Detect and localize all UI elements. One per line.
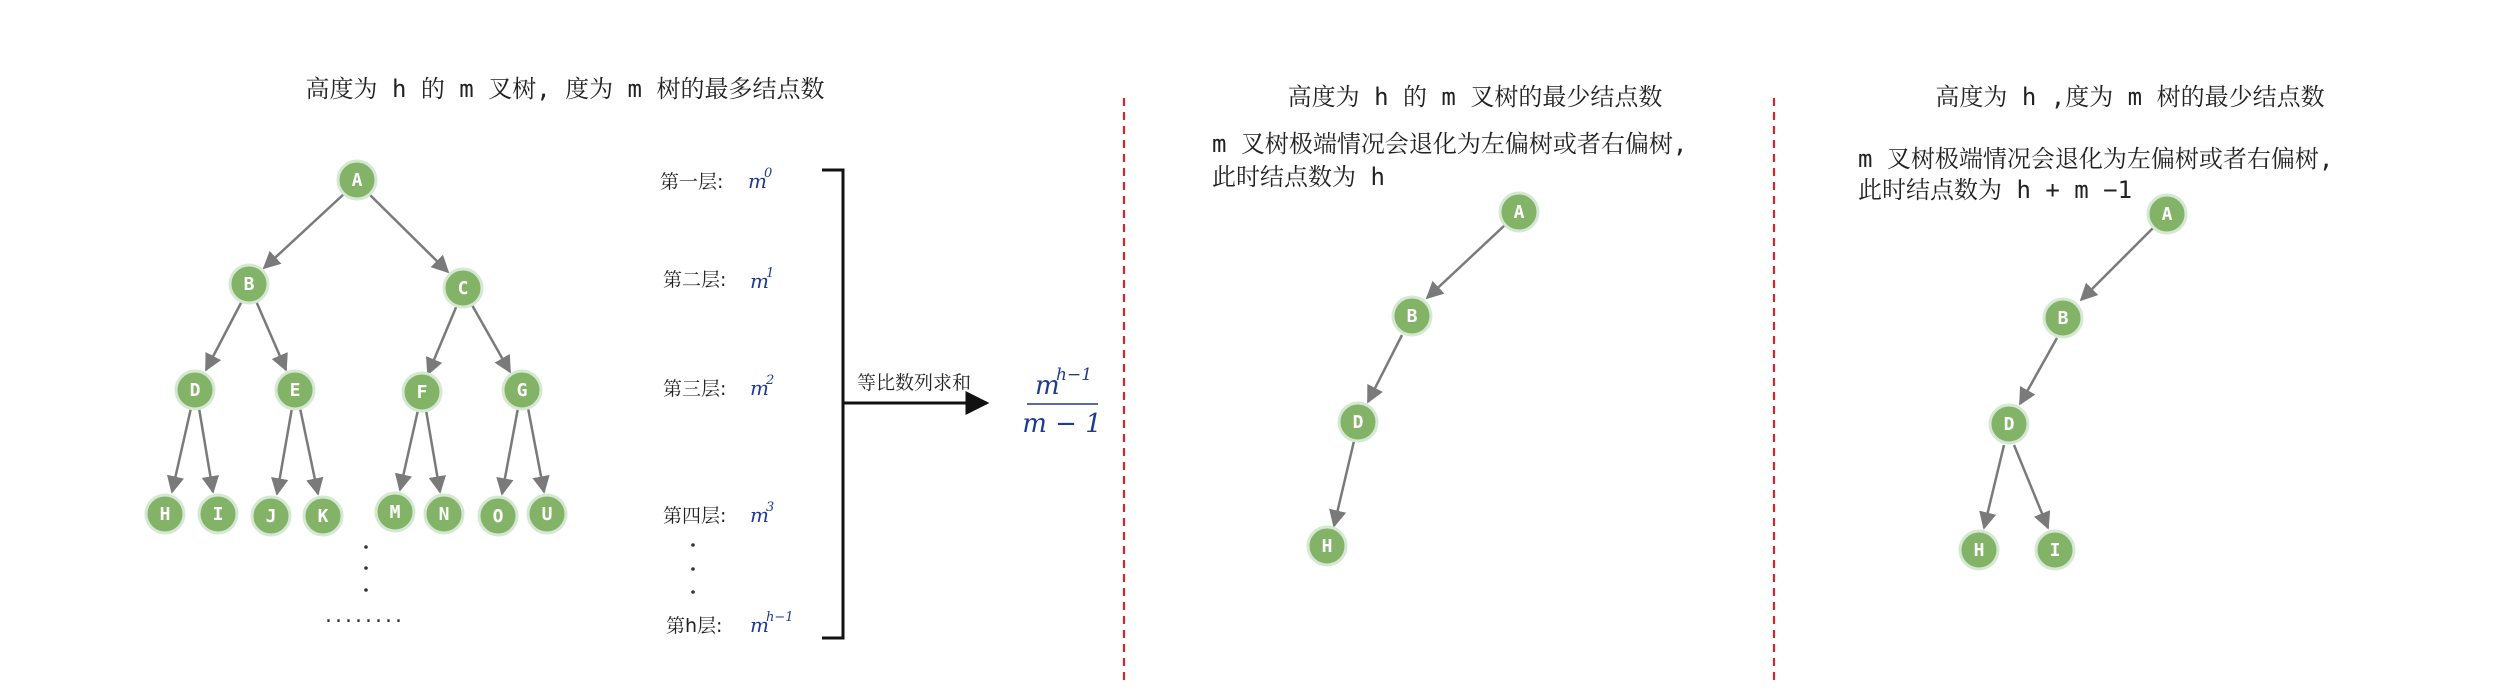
node-label: I (2049, 540, 2061, 561)
formula-denominator: m − 1 (1022, 409, 1102, 439)
node-label: A (2161, 204, 2173, 225)
edge-g-o (502, 408, 518, 494)
edge-g-u (528, 408, 544, 492)
tree-continuation-dots (364, 545, 368, 592)
node-label: B (1406, 306, 1418, 327)
tree-node (503, 371, 541, 409)
tree-node (403, 373, 441, 411)
panel3-tree (1960, 195, 2186, 569)
tree-node (444, 269, 482, 307)
tree-node (252, 497, 290, 535)
edge-a-b (1427, 225, 1505, 298)
node-label: E (289, 380, 301, 401)
panel3-title: 高度为 h ,度为 m 树的最少结点数 (1935, 83, 2325, 111)
panel1-tree (146, 161, 566, 535)
edge-a-c (368, 193, 448, 272)
node-label: C (457, 278, 469, 299)
sum-formula (1022, 365, 1102, 439)
node-label: A (351, 170, 363, 191)
tree-node (479, 497, 517, 535)
level-base: m (750, 613, 769, 637)
sum-arrow-label: 等比数列求和 (856, 372, 972, 394)
tree-node (1990, 405, 2028, 443)
edge-c-f (428, 305, 457, 374)
level-item (663, 266, 774, 293)
tree-node (2044, 299, 2082, 337)
edge-f-n (426, 410, 440, 492)
level-exponent: 2 (766, 373, 775, 388)
node-label: H (1321, 536, 1333, 557)
level-label: 第二层: (663, 269, 727, 291)
node-label: K (317, 506, 329, 527)
node-label: I (212, 504, 224, 525)
level-item (663, 500, 774, 527)
sum-bracket (822, 170, 843, 638)
level-base: m (748, 169, 767, 193)
edge-c-g (472, 305, 510, 372)
level-exponent: 0 (764, 166, 773, 181)
panel1-edges (172, 193, 544, 494)
level-list (660, 166, 794, 637)
edge-b-d (206, 301, 242, 370)
node-label: B (243, 274, 255, 295)
edge-d-h (1984, 445, 2004, 528)
node-label: F (416, 382, 428, 403)
node-label: M (389, 502, 401, 523)
tree-node (146, 495, 184, 533)
level-continuation-dots (691, 543, 695, 594)
edge-e-j (277, 408, 292, 494)
panel1-title: 高度为 h 的 m 叉树, 度为 m 树的最多结点数 (305, 75, 825, 103)
level-exponent: h−1 (766, 610, 794, 625)
level-exponent: 3 (766, 500, 775, 515)
node-label: U (541, 504, 553, 525)
edge-d-i (199, 408, 213, 492)
edge-b-d (2020, 338, 2057, 404)
tree-node (1393, 297, 1431, 335)
formula-numerator-base: m (1035, 371, 1060, 401)
level-base: m (750, 503, 769, 527)
edge-d-h (1334, 441, 1354, 526)
panel2-note-line1: m 叉树极端情况会退化为左偏树或者右偏树, (1212, 130, 1688, 158)
level-label: 第四层: (663, 505, 727, 527)
node-label: J (265, 506, 277, 527)
panel3-edges (1984, 228, 2153, 528)
edge-b-d (1368, 335, 1402, 402)
level-item (660, 166, 772, 193)
node-label: H (1973, 540, 1985, 561)
tree-node (276, 371, 314, 409)
node-label: H (159, 504, 171, 525)
tree-node (176, 371, 214, 409)
tree-ellipsis: ........ (325, 603, 405, 628)
tree-node (2036, 531, 2074, 569)
edge-d-i (2014, 445, 2048, 528)
edge-b-e (256, 301, 286, 370)
level-base: m (750, 376, 769, 400)
node-label: D (1352, 412, 1364, 433)
node-label: A (1513, 202, 1525, 223)
edge-a-b (2081, 228, 2153, 300)
tree-node (338, 161, 376, 199)
panel2-tree (1308, 193, 1538, 565)
edge-a-b (264, 193, 345, 268)
level-label: 第三层: (663, 378, 727, 400)
panel3-note-line1: m 叉树极端情况会退化为左偏树或者右偏树, (1858, 145, 2334, 173)
edge-e-k (300, 408, 318, 494)
tree-node (528, 495, 566, 533)
panel2-edges (1334, 225, 1505, 526)
node-label: D (189, 380, 201, 401)
panel3-note-line2: 此时结点数为 h + m −1 (1858, 176, 2133, 204)
level-label: 第h层: (666, 615, 723, 637)
node-label: D (2003, 414, 2015, 435)
level-exponent: 1 (766, 266, 775, 281)
formula-numerator-exponent: h−1 (1056, 365, 1093, 385)
tree-node (304, 497, 342, 535)
level-item (666, 610, 794, 637)
node-label: N (438, 504, 450, 525)
node-label: G (516, 380, 528, 401)
tree-node (230, 265, 268, 303)
level-label: 第一层: (660, 171, 724, 193)
level-base: m (750, 269, 769, 293)
tree-node (199, 495, 237, 533)
tree-node (1308, 527, 1346, 565)
tree-node (425, 495, 463, 533)
tree-node (1500, 193, 1538, 231)
tree-node (1339, 403, 1377, 441)
panel2-title: 高度为 h 的 m 叉树的最少结点数 (1287, 83, 1663, 111)
panel2-note-line2: 此时结点数为 h (1212, 163, 1385, 191)
tree-node (1960, 531, 1998, 569)
edge-f-m (400, 410, 418, 490)
node-label: O (492, 506, 504, 527)
tree-node (376, 493, 414, 531)
edge-d-h (172, 408, 191, 492)
node-label: B (2057, 308, 2069, 329)
level-item (663, 373, 774, 400)
tree-node (2148, 195, 2186, 233)
